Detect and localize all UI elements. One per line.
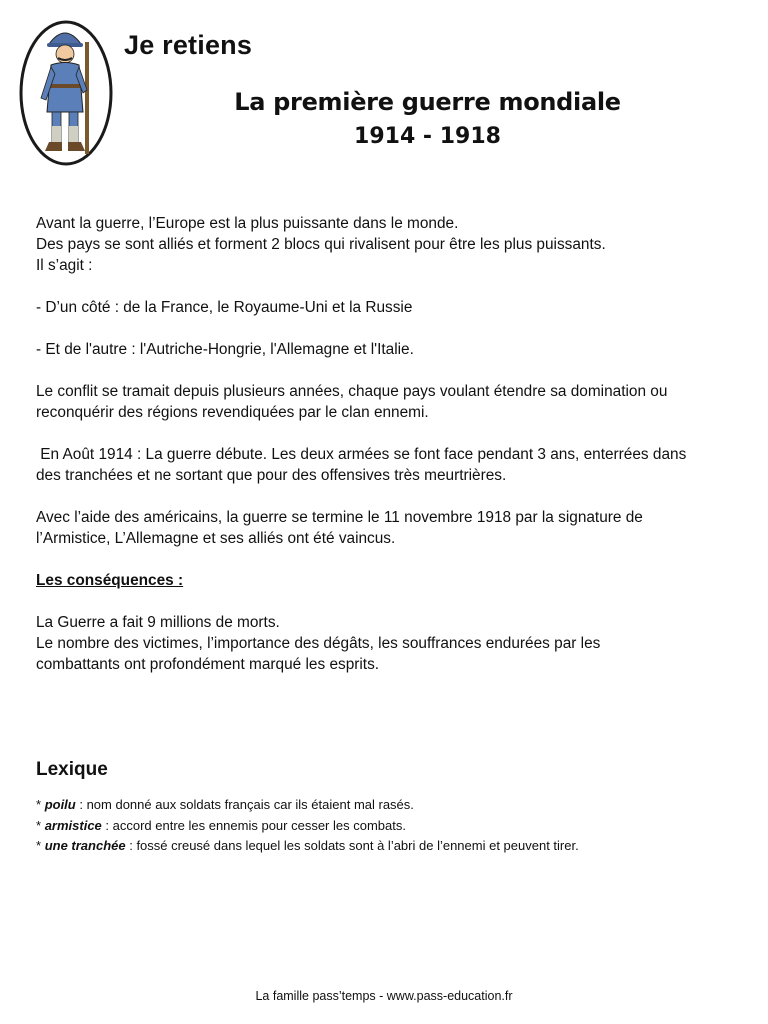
alliance-bloc-2: - Et de l'autre : l'Autriche-Hongrie, l'Allemagne et l'Italie. — [36, 341, 414, 358]
text-line: En Août 1914 : La guerre débute. Les deux armées se font face pendant 3 ans, enterrées dans — [36, 446, 687, 463]
text-line: des tranchées et ne sortant que pour des offensives très meurtrières. — [36, 467, 507, 484]
lexique-definition: : accord entre les ennemis pour cesser les combats. — [101, 817, 406, 833]
lexique-term: armistice — [44, 817, 102, 833]
page-footer: La famille pass’temps - www.pass-education.fr — [255, 989, 513, 1003]
poilu-soldier-icon — [19, 20, 113, 166]
lexique-item — [36, 836, 736, 857]
lexique-definition: : nom donné aux soldats français car ils étaient mal rasés. — [75, 797, 414, 812]
consequences-heading: Les conséquences : — [36, 572, 184, 589]
text-line: combattants ont profondément marqué les esprits. — [36, 656, 380, 673]
bullet: * — [36, 817, 42, 833]
text-line: Le conflit se tramait depuis plusieurs années, chaque pays voulant étendre sa domination ou — [36, 383, 668, 400]
text-line: Des pays se sont alliés et forment 2 blocs qui rivalisent pour être les plus puissants. — [36, 236, 606, 253]
bullet: * — [36, 797, 42, 812]
text-line: Avant la guerre, l’Europe est la plus puissante dans le monde. — [36, 215, 459, 232]
lexique-item — [36, 816, 736, 837]
text-line: reconquérir des régions revendiquées par le clan ennemi. — [36, 404, 429, 421]
lexique-heading: Lexique — [36, 759, 108, 780]
text-line: La Guerre a fait 9 millions de morts. — [36, 614, 280, 631]
lesson-dates: 1914 - 1918 — [354, 124, 501, 149]
text-line: Il s’agit : — [36, 257, 93, 274]
lexique-item — [36, 795, 736, 816]
lesson-body — [36, 213, 736, 675]
text-line: l’Armistice, L’Allemagne et ses alliés ont été vaincus. — [36, 530, 396, 547]
lexique-definition: : fossé creusé dans lequel les soldats sont à l’abri de l’ennemi et peuvent tirer. — [125, 838, 579, 853]
text-line: Avec l’aide des américains, la guerre se termine le 11 novembre 1918 par la signature de — [36, 509, 643, 526]
lexique-term: poilu — [44, 797, 76, 812]
text-line: Le nombre des victimes, l’importance des dégâts, les souffrances endurées par les — [36, 635, 601, 652]
bullet: * — [36, 838, 42, 853]
page-heading: Je retiens — [124, 30, 253, 60]
lexique-term: une tranchée — [44, 838, 126, 853]
lexique-list — [36, 795, 736, 857]
lesson-title: La première guerre mondiale — [234, 88, 621, 116]
alliance-bloc-1: - D’un côté : de la France, le Royaume-Uni et la Russie — [36, 299, 413, 316]
